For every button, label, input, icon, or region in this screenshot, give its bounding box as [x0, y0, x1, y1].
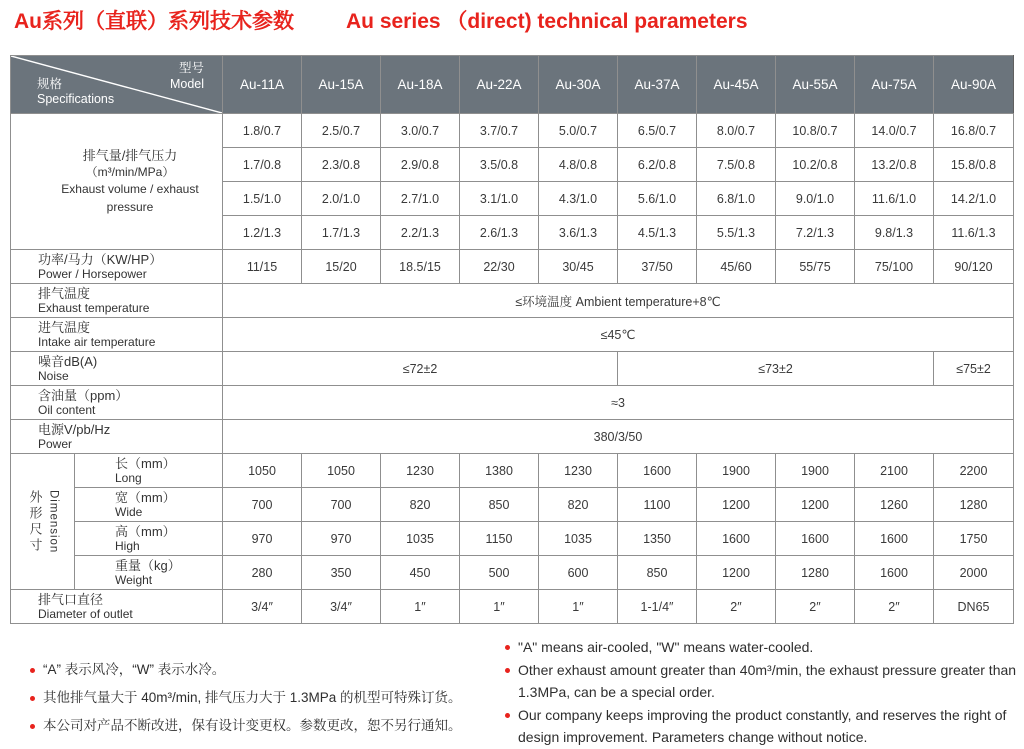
exhaust-value: 11.6/1.3: [934, 216, 1014, 250]
power-row: [11, 250, 1014, 284]
footnote-text: “A” 表示风冷，“W” 表示水冷。: [43, 662, 226, 677]
model-header: Au-11A: [223, 56, 302, 114]
oil-row: [11, 386, 1014, 420]
exhaust-label: 排气量/排气压力 （m³/min/MPa） Exhaust volume / exhaust pressure: [11, 114, 223, 250]
dim-long-value: 1050: [302, 454, 381, 488]
page-title-en: Au series （direct) technical parameters: [346, 10, 748, 33]
outlet-value: DN65: [934, 590, 1014, 624]
dim-high-value: 1035: [539, 522, 618, 556]
outlet-value: 2″: [776, 590, 855, 624]
exhaust-value: 4.5/1.3: [618, 216, 697, 250]
exhaust-value: 2.2/1.3: [381, 216, 460, 250]
noise-row: [11, 352, 1014, 386]
exhaust-value: 2.9/0.8: [381, 148, 460, 182]
footnotes-zh: [30, 656, 500, 740]
bullet-icon: [30, 696, 35, 701]
dim-weight-label: 重量（kg） Weight: [75, 556, 223, 590]
exhaust-value: 2.6/1.3: [460, 216, 539, 250]
power-label: 功率/马力（KW/HP） Power / Horsepower: [11, 250, 223, 284]
noise-label: 噪音dB(A) Noise: [11, 352, 223, 386]
dim-long-value: 2100: [855, 454, 934, 488]
model-header: Au-30A: [539, 56, 618, 114]
footnote-text: 其他排气量大于 40m³/min, 排气压力大于 1.3MPa 的机型可特殊订货。: [43, 690, 462, 705]
page-title: [14, 5, 748, 35]
intake-temp-value: ≤45℃: [223, 318, 1014, 352]
exhaust-value: 11.6/1.0: [855, 182, 934, 216]
dim-weight-value: 1600: [855, 556, 934, 590]
dim-wide-value: 820: [381, 488, 460, 522]
dim-wide-value: 1280: [934, 488, 1014, 522]
exhaust-value: 2.3/0.8: [302, 148, 381, 182]
dim-high-value: 1750: [934, 522, 1014, 556]
footnote-item: [30, 712, 500, 740]
oil-value: ≈3: [223, 386, 1014, 420]
exhaust-value: 5.6/1.0: [618, 182, 697, 216]
footnote-item: [505, 659, 1019, 703]
exhaust-value: 14.2/1.0: [934, 182, 1014, 216]
power-value: 22/30: [460, 250, 539, 284]
exhaust-value: 10.8/0.7: [776, 114, 855, 148]
outlet-value: 3/4″: [302, 590, 381, 624]
dim-long-value: 1230: [381, 454, 460, 488]
dim-high-value: 970: [302, 522, 381, 556]
exhaust-temp-value: ≤环境温度 Ambient temperature+8℃: [223, 284, 1014, 318]
outlet-row: [11, 590, 1014, 624]
dim-long-label: 长（mm） Long: [75, 454, 223, 488]
exhaust-row-0.7: [11, 114, 1014, 148]
power-value: 45/60: [697, 250, 776, 284]
model-header: Au-15A: [302, 56, 381, 114]
exhaust-value: 2.7/1.0: [381, 182, 460, 216]
dim-long-value: 1380: [460, 454, 539, 488]
outlet-value: 2″: [697, 590, 776, 624]
exhaust-value: 14.0/0.7: [855, 114, 934, 148]
outlet-value: 1″: [460, 590, 539, 624]
exhaust-value: 8.0/0.7: [697, 114, 776, 148]
bullet-icon: [30, 668, 35, 673]
corner-model-label: 型号 Model: [169, 61, 204, 91]
dim-long-value: 1600: [618, 454, 697, 488]
dim-wide-value: 700: [302, 488, 381, 522]
dim-weight-value: 280: [223, 556, 302, 590]
exhaust-value: 16.8/0.7: [934, 114, 1014, 148]
dim-high-value: 1600: [855, 522, 934, 556]
dim-wide-label: 宽（mm） Wide: [75, 488, 223, 522]
outlet-value: 1″: [539, 590, 618, 624]
power-value: 11/15: [223, 250, 302, 284]
dim-long-value: 1230: [539, 454, 618, 488]
model-header: Au-18A: [381, 56, 460, 114]
dim-weight-value: 2000: [934, 556, 1014, 590]
intake-temp-row: [11, 318, 1014, 352]
dim-high-label: 高（mm） High: [75, 522, 223, 556]
exhaust-value: 10.2/0.8: [776, 148, 855, 182]
supply-label: 电源V/pb/Hz Power: [11, 420, 223, 454]
exhaust-value: 1.5/1.0: [223, 182, 302, 216]
exhaust-value: 2.5/0.7: [302, 114, 381, 148]
exhaust-value: 4.8/0.8: [539, 148, 618, 182]
exhaust-value: 4.3/1.0: [539, 182, 618, 216]
dim-wide-value: 850: [460, 488, 539, 522]
dim-row-high: [11, 522, 1014, 556]
page-title-zh: Au系列（直联）系列技术参数: [14, 10, 294, 33]
exhaust-value: 6.8/1.0: [697, 182, 776, 216]
dim-row-weight: [11, 556, 1014, 590]
model-header: Au-55A: [776, 56, 855, 114]
exhaust-value: 6.2/0.8: [618, 148, 697, 182]
exhaust-value: 13.2/0.8: [855, 148, 934, 182]
bullet-icon: [505, 645, 510, 650]
dim-wide-value: 1200: [776, 488, 855, 522]
dim-weight-value: 350: [302, 556, 381, 590]
intake-temp-label: 进气温度 Intake air temperature: [11, 318, 223, 352]
dim-weight-value: 850: [618, 556, 697, 590]
dim-weight-value: 500: [460, 556, 539, 590]
dim-long-value: 1900: [776, 454, 855, 488]
model-header: Au-75A: [855, 56, 934, 114]
dim-row-wide: [11, 488, 1014, 522]
power-value: 75/100: [855, 250, 934, 284]
dim-row-long: [11, 454, 1014, 488]
bullet-icon: [30, 724, 35, 729]
dim-weight-value: 1200: [697, 556, 776, 590]
dim-long-value: 1900: [697, 454, 776, 488]
bullet-icon: [505, 713, 510, 718]
model-header: Au-22A: [460, 56, 539, 114]
footnote-text: "A" means air-cooled, "W" means water-cooled.: [518, 639, 814, 655]
exhaust-value: 1.7/0.8: [223, 148, 302, 182]
model-header: Au-45A: [697, 56, 776, 114]
footnote-item: [30, 684, 500, 712]
dim-high-value: 1350: [618, 522, 697, 556]
exhaust-value: 6.5/0.7: [618, 114, 697, 148]
noise-value-high: ≤75±2: [934, 352, 1014, 386]
exhaust-value: 2.0/1.0: [302, 182, 381, 216]
exhaust-value: 5.0/0.7: [539, 114, 618, 148]
corner-cell: [11, 56, 223, 114]
outlet-label: 排气口直径 Diameter of outlet: [11, 590, 223, 624]
bullet-icon: [505, 668, 510, 673]
exhaust-value: 3.6/1.3: [539, 216, 618, 250]
exhaust-value: 1.2/1.3: [223, 216, 302, 250]
dim-high-value: 970: [223, 522, 302, 556]
model-header: Au-90A: [934, 56, 1014, 114]
dim-high-value: 1600: [776, 522, 855, 556]
dim-high-value: 1035: [381, 522, 460, 556]
outlet-value: 3/4″: [223, 590, 302, 624]
exhaust-value: 3.0/0.7: [381, 114, 460, 148]
exhaust-value: 3.7/0.7: [460, 114, 539, 148]
footnote-item: [30, 656, 500, 684]
footnote-text: Other exhaust amount greater than 40m³/min, the exhaust pressure greater than 1.3MPa, can be a special order.: [518, 662, 1017, 700]
noise-value-mid: ≤73±2: [618, 352, 934, 386]
power-value: 18.5/15: [381, 250, 460, 284]
footnote-text: Our company keeps improving the product constantly, and reserves the right of design improvement. Parameters change without notice.: [518, 707, 1007, 745]
dim-high-value: 1150: [460, 522, 539, 556]
outlet-value: 1″: [381, 590, 460, 624]
exhaust-value: 3.1/1.0: [460, 182, 539, 216]
power-value: 37/50: [618, 250, 697, 284]
exhaust-value: 9.8/1.3: [855, 216, 934, 250]
dimension-group-label: 外形尺寸 Dimension: [11, 454, 75, 590]
exhaust-value: 5.5/1.3: [697, 216, 776, 250]
exhaust-value: 1.7/1.3: [302, 216, 381, 250]
exhaust-value: 1.8/0.7: [223, 114, 302, 148]
exhaust-value: 3.5/0.8: [460, 148, 539, 182]
dim-weight-value: 450: [381, 556, 460, 590]
power-value: 90/120: [934, 250, 1014, 284]
dim-wide-value: 1200: [697, 488, 776, 522]
exhaust-value: 15.8/0.8: [934, 148, 1014, 182]
spec-table: [10, 55, 1014, 624]
footnote-item: [505, 704, 1019, 748]
exhaust-temp-label: 排气温度 Exhaust temperature: [11, 284, 223, 318]
exhaust-value: 7.5/0.8: [697, 148, 776, 182]
oil-label: 含油量（ppm） Oil content: [11, 386, 223, 420]
dim-long-value: 1050: [223, 454, 302, 488]
outlet-value: 1-1/4″: [618, 590, 697, 624]
exhaust-value: 7.2/1.3: [776, 216, 855, 250]
power-value: 15/20: [302, 250, 381, 284]
outlet-value: 2″: [855, 590, 934, 624]
supply-value: 380/3/50: [223, 420, 1014, 454]
model-header: Au-37A: [618, 56, 697, 114]
dim-wide-value: 820: [539, 488, 618, 522]
exhaust-temp-row: [11, 284, 1014, 318]
dim-wide-value: 700: [223, 488, 302, 522]
dim-weight-value: 600: [539, 556, 618, 590]
footnote-item: [505, 636, 1019, 658]
power-value: 55/75: [776, 250, 855, 284]
header-row: [11, 56, 1014, 114]
noise-value-low: ≤72±2: [223, 352, 618, 386]
dim-long-value: 2200: [934, 454, 1014, 488]
footnote-text: 本公司对产品不断改进，保有设计变更权。参数更改，恕不另行通知。: [43, 718, 462, 733]
footnotes-en: [505, 636, 1019, 749]
corner-spec-label: 规格 Specifications: [37, 76, 115, 107]
dim-wide-value: 1260: [855, 488, 934, 522]
dim-wide-value: 1100: [618, 488, 697, 522]
supply-row: [11, 420, 1014, 454]
dim-weight-value: 1280: [776, 556, 855, 590]
dim-high-value: 1600: [697, 522, 776, 556]
power-value: 30/45: [539, 250, 618, 284]
exhaust-value: 9.0/1.0: [776, 182, 855, 216]
